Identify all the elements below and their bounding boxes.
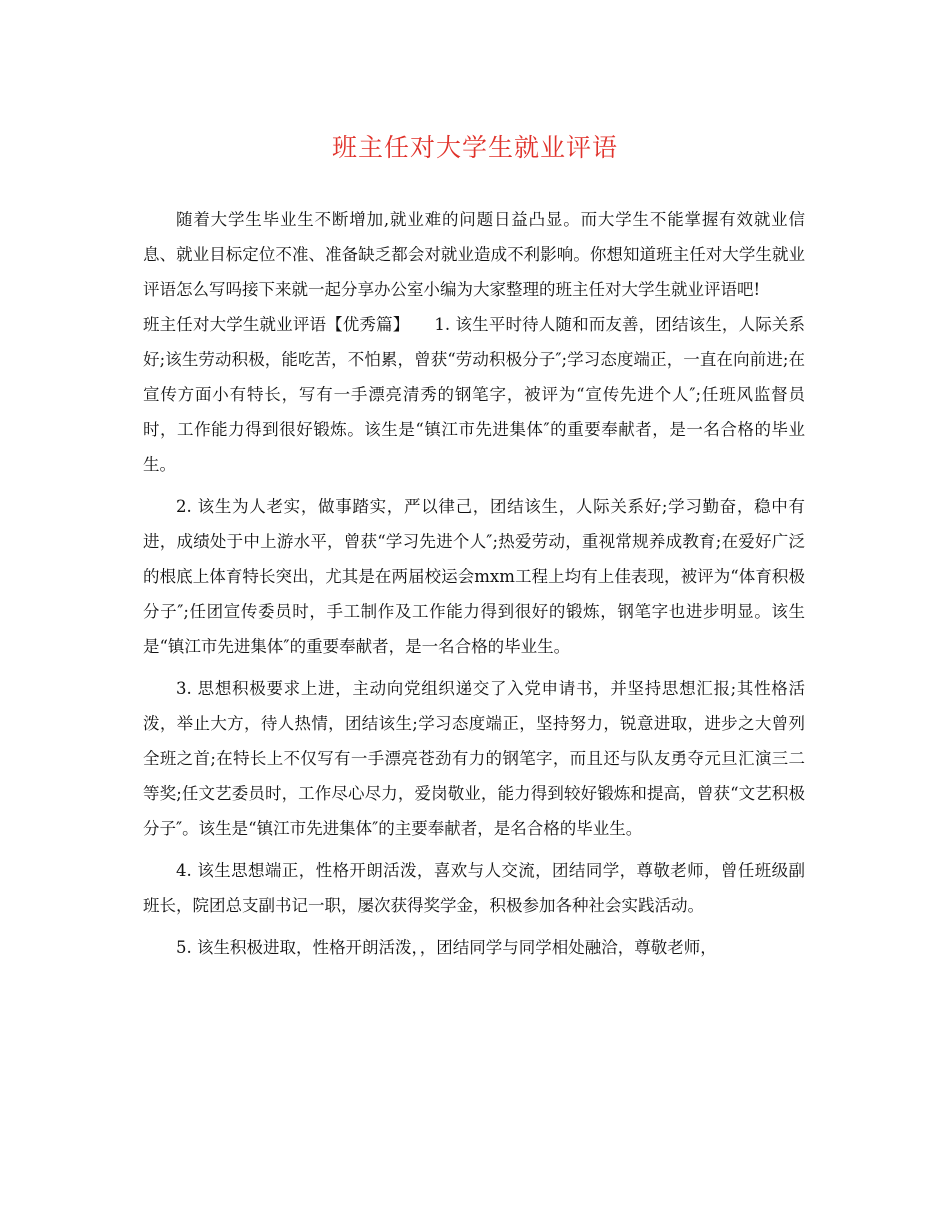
paragraph-5: 5. 该生积极进取，性格开朗活泼，，团结同学与同学相处融洽，尊敬老师， [176,938,717,957]
paragraph-2: 2. 该生为人老实，做事踏实，严以律己，团结该生，人际关系好;学习勤奋，稳中有进，成绩处于中上游水平，曾获“学习先进个人″;热爱劳动，重视常规养成教育;在爱好广泛的根底上体育特长突出，尤其是在两届校运会mxm工程上均有上佳表现，被评为“体育积极分子″;任团宣传委员时，手工制作及工作能力得到很好的锻炼，钢笔字也进步明显。该生是“镇江市先进集体″的重要奉献者，是一名合格的毕业生。 [143,497,805,656]
paragraph-excellent-1: 班主任对大学生就业评语【优秀篇】 1. 该生平时待人随和而友善，团结该生，人际关系好;该生劳动积极，能吃苦，不怕累，曾获“劳动积极分子″;学习态度端正，一直在向前进;在宣传方面小有特长，写有一手漂亮清秀的钢笔字，被评为“宣传先进个人″;任班风监督员时，工作能力得到很好锻炼。该生是“镇江市先进集体″的重要奉献者，是一名合格的毕业生。 [143,315,805,474]
document-title: 班主任对大学生就业评语 [331,133,618,162]
paragraph-3: 3. 思想积极要求上进，主动向党组织递交了入党申请书，并坚持思想汇报;其性格活泼，举止大方，待人热情，团结该生;学习态度端正，坚持努力，锐意进取，进步之大曾列全班之首;在特长上不仅写有一手漂亮苍劲有力的钢笔字，而且还与队友勇夺元旦汇演三二等奖;任文艺委员时，工作尽心尽力，爱岗敬业，能力得到较好锻炼和提高，曾获“文艺积极分子″。该生是“镇江市先进集体″的主要奉献者，是名合格的毕业生。 [143,679,805,838]
paragraph-4: 4. 该生思想端正，性格开朗活泼，喜欢与人交流，团结同学，尊敬老师，曾任班级副班长，院团总支副书记一职，屡次获得奖学金，积极参加各种社会实践活动。 [143,861,805,915]
intro-paragraph: 随着大学生毕业生不断增加,就业难的问题日益凸显。而大学生不能掌握有效就业信息、就业目标定位不准、准备缺乏都会对就业造成不利影响。你想知道班主任对大学生就业评语怎么写吗接下来就一起分享办公室小编为大家整理的班主任对大学生就业评语吧! [143,210,805,299]
document-body [143,202,805,965]
